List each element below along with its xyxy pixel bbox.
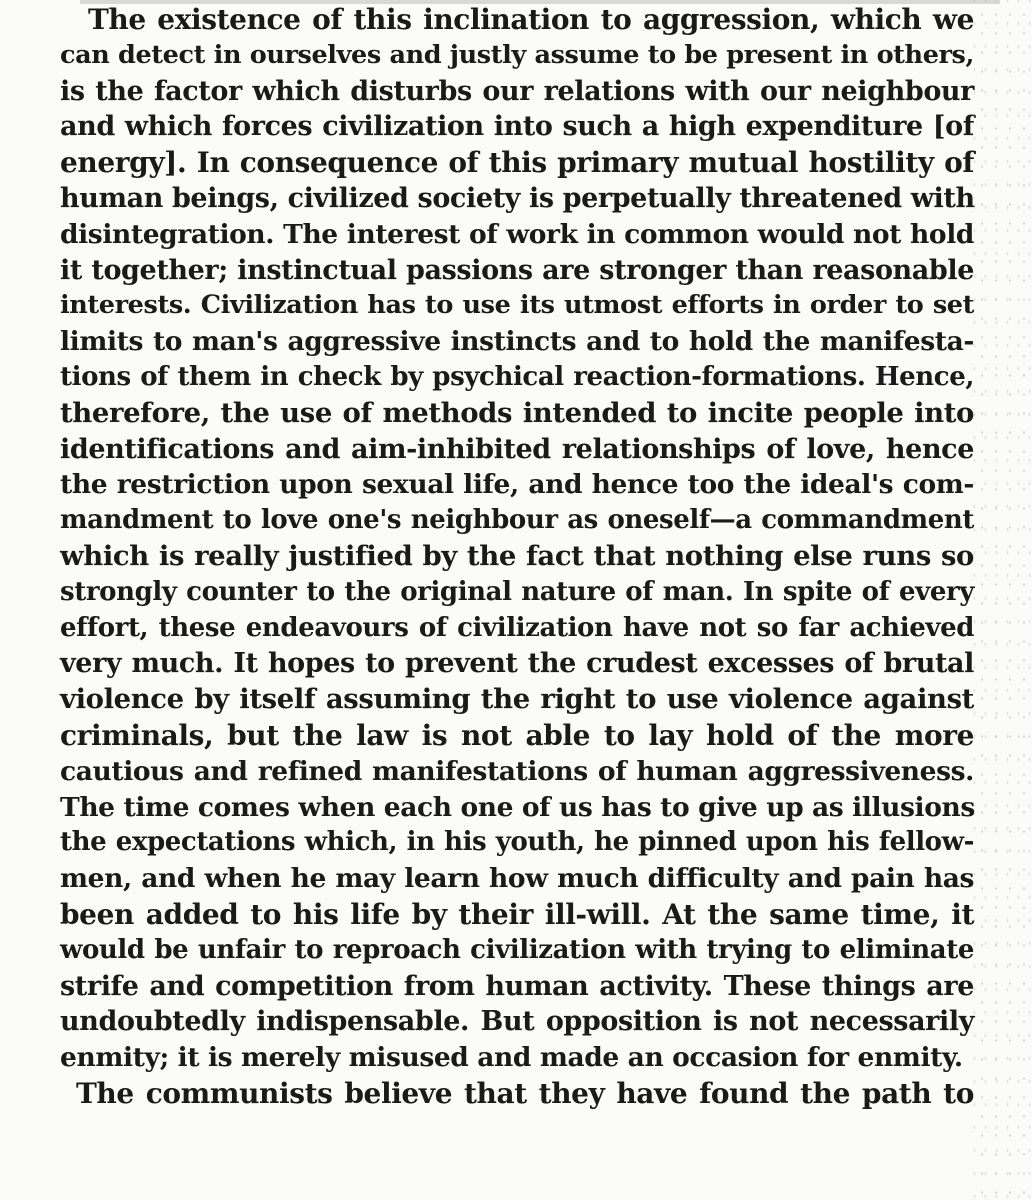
text-line: undoubtedly indispensable. But opposition is not necessarily bbox=[60, 1006, 974, 1038]
text-line: disintegration. The interest of work in common would not hold bbox=[60, 218, 974, 250]
text-line: it together; instinctual passions are stronger than reasonable bbox=[60, 254, 974, 286]
text-line: cautious and refined manifestations of human aggressiveness. bbox=[60, 755, 974, 787]
text-line: strife and competition from human activity. These things are bbox=[60, 970, 974, 1002]
text-line: mandment to love one's neighbour as oneself—a commandment bbox=[60, 505, 974, 536]
text-line: enmity; it is merely misused and made an occasion for enmity. bbox=[60, 1042, 963, 1074]
text-line: and which forces civilization into such a high expenditure [of bbox=[60, 111, 974, 143]
text-line: strongly counter to the original nature of man. In spite of every bbox=[60, 576, 974, 607]
text-line: which is really justified by the fact that nothing else runs so bbox=[60, 539, 974, 572]
text-line: limits to man's aggressive instincts and to hold the manifesta- bbox=[60, 326, 974, 358]
text-line: men, and when he may learn how much difficulty and pain has bbox=[60, 863, 974, 895]
text-line: very much. It hopes to prevent the crudest excesses of brutal bbox=[60, 648, 974, 680]
body-text bbox=[60, 2, 974, 1112]
text-line: human beings, civilized society is perpetually threatened with bbox=[60, 182, 975, 214]
text-line: tions of them in check by psychical reaction-formations. Hence, bbox=[60, 361, 974, 392]
text-line: interests. Civilization has to use its utmost efforts in order to set bbox=[60, 290, 974, 321]
text-line: violence by itself assuming the right to use violence against bbox=[60, 683, 974, 716]
text-line: The communists believe that they have found the path to bbox=[76, 1076, 974, 1110]
text-line: energy]. In consequence of this primary mutual hostility of bbox=[60, 146, 974, 180]
text-line: criminals, but the law is not able to lay hold of the more bbox=[60, 718, 974, 752]
scan-noise bbox=[972, 0, 1032, 1200]
text-line: The existence of this inclination to aggression, which we bbox=[88, 3, 974, 36]
text-line: effort, these endeavours of civilization have not so far achieved bbox=[60, 612, 974, 643]
text-line: the expectations which, in his youth, he pinned upon his fellow- bbox=[60, 827, 974, 858]
text-line: identifications and aim-inhibited relationships of love, hence bbox=[60, 433, 974, 465]
text-line: The time comes when each one of us has to give up as illusions bbox=[60, 791, 975, 823]
text-line: is the factor which disturbs our relations with our neighbour bbox=[60, 75, 974, 107]
text-line: therefore, the use of methods intended to incite people into bbox=[60, 396, 974, 429]
text-line: would be unfair to reproach civilization with trying to eliminate bbox=[60, 934, 974, 965]
text-line: the restriction upon sexual life, and hence too the ideal's com- bbox=[60, 469, 974, 501]
text-line: can detect in ourselves and justly assume to be present in others, bbox=[60, 39, 974, 70]
text-line: been added to his life by their ill-will. At the same time, it bbox=[60, 897, 974, 931]
